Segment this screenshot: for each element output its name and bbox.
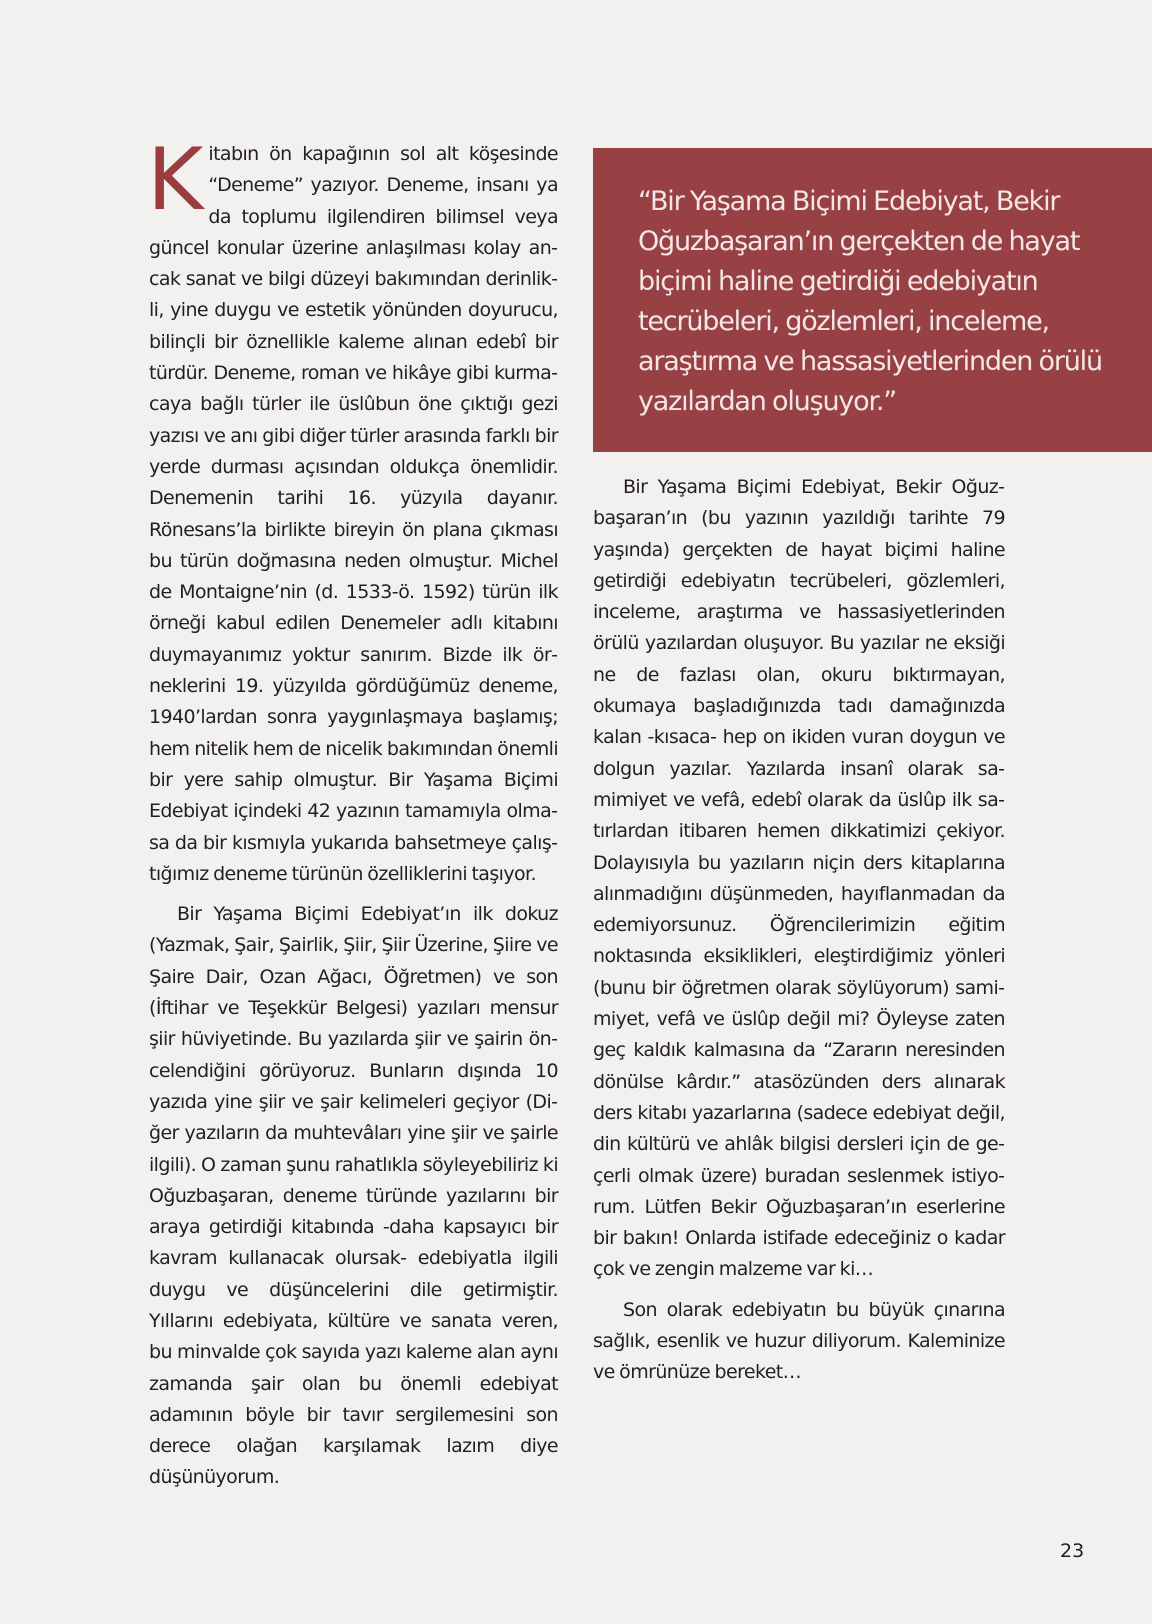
body-paragraph: Bir Yaşama Biçimi Edebiyat’ın ilk dokuz (Yazmak, Şair, Şairlik, Şiir, Şiir Üzerine, Şiire ve Şaire Dair, Ozan Ağacı, Öğretmen) ve son (İftihar ve Teşekkür Belgesi) yazıları mensur şiir hüviyetinde. Bu yazılarda şiir ve şairin öncelendiğini görüyoruz. Bunların dışında 10 yazıda yine şiir ve şair kelimeleri geçiyor (Diğer yazıların da muhtevâları yine şiir ve şairle ilgili). O zaman şunu rahatlıkla söyleyebiliriz ki Oğuzbaşaran, deneme türünde yazılarını bir araya getirdiği kitabında -daha kapsayıcı bir kavram kullanacak olursak- edebiyatla ilgili duygu ve düşüncelerini dile getirmiştir. Yıllarını edebiyata, kültüre ve sanata veren, bu minvalde çok sayıda yazı kaleme alan aynı zamanda şair olan bu önemli edebiyat adamının böyle bir tavır sergilemesini son derece olağan karşılamak lazım diye düşünüyorum. xyxy=(149,903,558,1489)
pull-quote-text: “Bir Yaşama Biçimi Edebiyat, Bekir Oğuzbaşaran’ın gerçekten de hayat biçimi haline getirdiği edebiyatın tecrübeleri, gözlemleri, inceleme, araştırma ve hassasiyetlerinden örülü yazılardan oluşuyor.” xyxy=(638,186,1102,417)
page-number: 23 xyxy=(1060,1540,1085,1562)
paragraph-text: itabın ön kapağının sol alt köşesinde “Deneme” yazıyor. Deneme, insanı ya da toplumu ilgilendiren bilimsel veya güncel konular üzerine anlaşılması kolay ancak sanat ve bilgi düzeyi bakımından derinlikli, yine duygu ve estetik yönünden doyurucu, bilinçli bir öznellikle kaleme alınan edebî bir türdür. Deneme, roman ve hikâye gibi kurmacaya bağlı türler ile üslûbun öne çıktığı gezi yazısı ve anı gibi diğer türler arasında farklı bir yerde durması açısından oldukça önemlidir. Denemenin tarihi 16. yüzyıla dayanır. Rönesans’la birlikte bireyin ön plana çıkması bu türün doğmasına neden olmuştur. Michel de Montaigne’nin (d. 1533-ö. 1592) türün ilk örneği kabul edilen Denemeler adlı kitabını duymayanımız yoktur sanırım. Bizde ilk örneklerini 19. yüzyılda gördüğümüz deneme, 1940’lardan sonra yaygınlaşmaya başlamış; hem nitelik hem de nicelik bakımından önemli bir yere sahip olmuştur. Bir Yaşama Biçimi Edebiyat içindeki 42 yazının tamamıyla olmasa da bir kısmıyla yukarıda bahsetmeye çalıştığımız deneme türünün özelliklerini taşıyor. xyxy=(149,143,558,885)
left-column xyxy=(147,130,558,1494)
body-paragraph: Son olarak edebiyatın bu büyük çınarına sağlık, esenlik ve huzur diliyorum. Kaleminize ve ömrünüze bereket… xyxy=(593,1298,1005,1384)
drop-cap: K xyxy=(147,130,204,230)
right-column xyxy=(593,472,1005,1389)
pull-quote-box xyxy=(593,148,1152,452)
body-paragraph xyxy=(147,130,558,890)
body-paragraph: Bir Yaşama Biçimi Edebiyat, Bekir Oğuzbaşaran’ın (bu yazının yazıldığı tarihte 79 yaşında) gerçekten de hayat biçimi haline getirdiği edebiyatın tecrübeleri, gözlemleri, inceleme, araştırma ve hassasiyetlerinden örülü yazılardan oluşuyor. Bu yazılar ne eksiği ne de fazlası olan, okuru bıktırmayan, okumaya başladığınızda tadı damağınızda kalan -kısaca- hep on ikiden vuran doygun ve dolgun yazılar. Yazılarda insanî olarak samimiyet ve vefâ, edebî olarak da üslûp ilk satırlardan itibaren hemen dikkatimizi çekiyor. Dolayısıyla bu yazıların niçin ders kitaplarına alınmadığını düşünmeden, hayıflanmadan da edemiyorsunuz. Öğrencilerimizin eğitim noktasında eksiklikleri, eleştirdiğimiz yönleri (bunu bir öğretmen olarak söylüyorum) samimiyet, vefâ ve üslûp değil mi? Öyleyse zaten geç kaldık kalmasına da “Zararın neresinden dönülse kârdır.” atasözünden ders alınarak ders kitabı yazarlarına (sadece edebiyat değil, din kültürü ve ahlâk bilgisi dersleri için de geçerli olmak üzere) buradan seslenmek istiyorum. Lütfen Bekir Oğuzbaşaran’ın eserlerine bir bakın! Onlarda istifade edeceğiniz o kadar çok ve zengin malzeme var ki… xyxy=(593,476,1005,1281)
